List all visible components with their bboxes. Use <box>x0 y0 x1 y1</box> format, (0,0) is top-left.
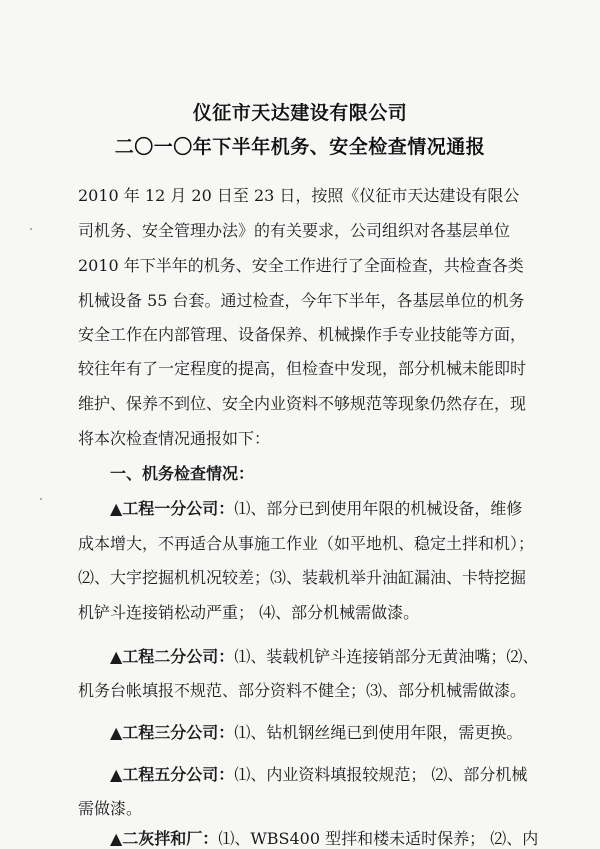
intro-line-7: 维护、保养不到位、安全内业资料不够规范等现象仍然存在，现 <box>78 394 527 413</box>
unit1-label: ▲工程一分公司： <box>110 499 235 518</box>
unit5-line-1 <box>110 766 527 784</box>
plant-label: ▲二灰拌和厂： <box>110 829 219 848</box>
unit5-label: ▲工程五分公司： <box>110 765 235 784</box>
unit1-line-4: 机铲斗连接销松动严重； ⑷、部分机械需做漆。 <box>78 603 420 622</box>
unit3-line-1 <box>110 724 522 742</box>
report-title: 二〇一〇年下半年机务、安全检查情况通报 <box>114 136 486 158</box>
intro-line-6: 较往年有了一定程度的提高，但检查中发现，部分机械未能即时 <box>78 359 527 378</box>
intro-line-8: 将本次检查情况通报如下： <box>78 429 271 448</box>
intro-line-1: 2010 年 12 月 20 日至 23 日，按照《仪征市天达建设有限公 <box>78 186 520 205</box>
unit2-line-1 <box>110 648 538 666</box>
unit3-label: ▲工程三分公司： <box>110 723 235 742</box>
intro-line-3: 2010 年下半年的机务、安全工作进行了全面检查，共检查各类 <box>78 256 524 275</box>
unit3-text-1: ⑴、钻机钢丝绳已到使用年限，需更换。 <box>234 723 523 742</box>
unit5-line-2: 需做漆。 <box>78 799 143 818</box>
section-heading: 一、机务检查情况： <box>110 464 255 483</box>
unit2-label: ▲工程二分公司： <box>110 647 235 666</box>
unit2-line-2: 机务台帐填报不规范、部分资料不健全；⑶、部分机械需做漆。 <box>78 681 527 700</box>
plant-line-1 <box>110 830 538 848</box>
unit5-text-1: ⑴、内业资料填报较规范； ⑵、部分机械 <box>234 765 528 784</box>
unit1-line-1 <box>110 500 522 518</box>
plant-text-1: ⑴、WBS400 型拌和楼未适时保养； ⑵、内 <box>218 829 539 848</box>
scan-speck <box>30 228 32 230</box>
intro-line-2: 司机务、安全管理办法》的有关要求，公司组织对各基层单位 <box>78 221 511 240</box>
intro-line-5: 安全工作在内部管理、设备保养、机械操作手专业技能等方面， <box>78 325 527 344</box>
unit1-text-1: ⑴、部分已到使用年限的机械设备，维修 <box>234 499 523 518</box>
company-title: 仪征市天达建设有限公司 <box>192 102 408 124</box>
unit2-text-1: ⑴、装载机铲斗连接销部分无黄油嘴；⑵、 <box>234 647 539 666</box>
intro-line-4: 机械设备 55 台套。通过检查，今年下半年，各基层单位的机务 <box>78 291 525 310</box>
unit1-line-3: ⑵、大宇挖掘机机况较差；⑶、装载机举升油缸漏油、卡特挖掘 <box>78 568 527 587</box>
unit1-line-2: 成本增大，不再适合从事施工作业（如平地机、稳定土拌和机）； <box>78 534 535 553</box>
scan-speck <box>40 498 42 500</box>
